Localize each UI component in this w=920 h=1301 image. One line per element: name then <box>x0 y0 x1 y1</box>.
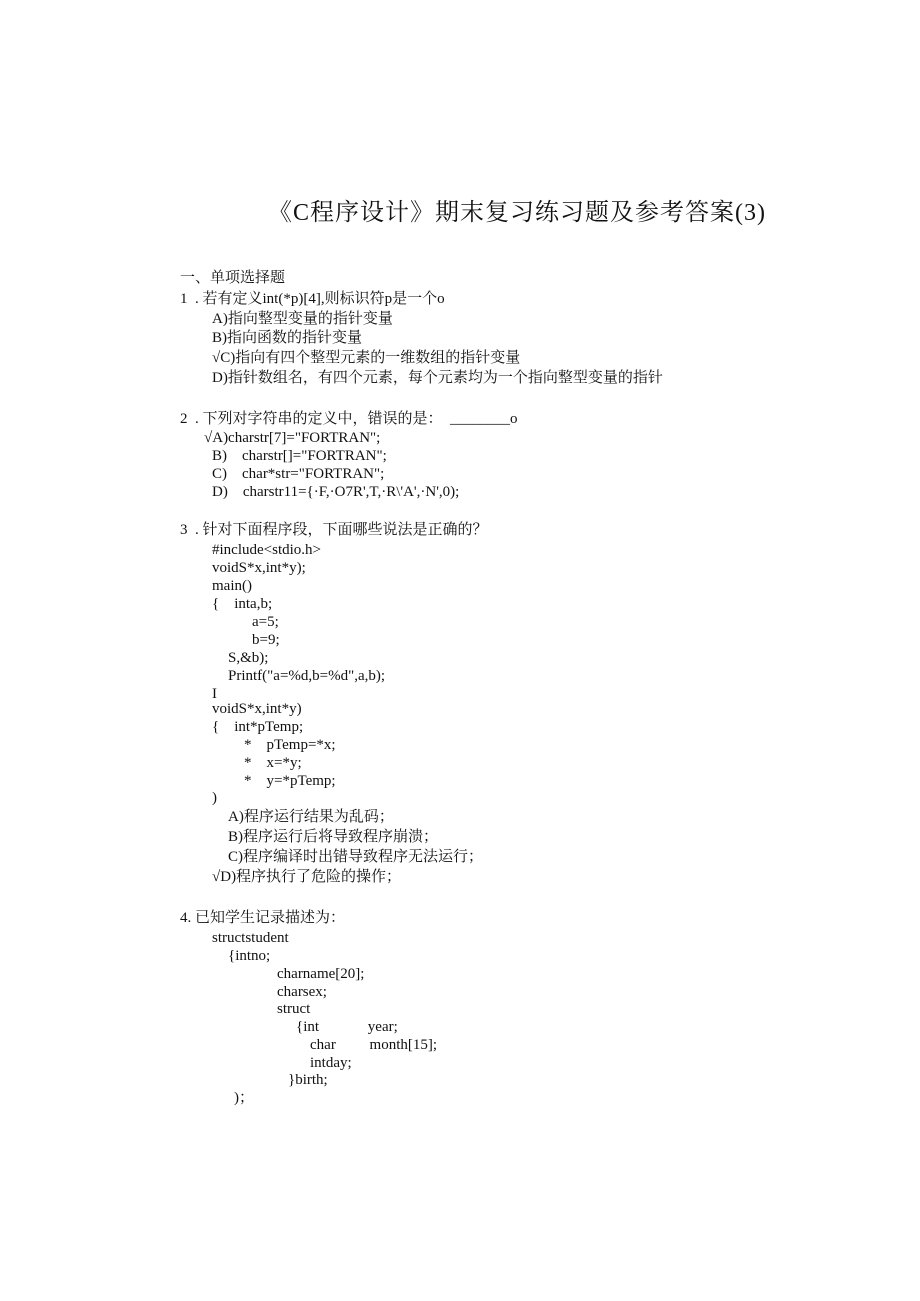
code-line: S,&b); <box>228 650 269 666</box>
code-line: main() <box>212 578 252 594</box>
code-line: #include<stdio.h> <box>212 542 321 558</box>
option-a: A)程序运行结果为乱码； <box>228 809 394 825</box>
option-d: D) charstr11={·F,·O7R',T,·R\'A',·N',0); <box>212 484 460 500</box>
code-line: structstudent <box>212 930 289 946</box>
code-line: {int year; <box>296 1019 398 1035</box>
question-stem: 3 . 针对下面程序段，下面哪些说法是正确的？ <box>180 522 488 538</box>
option-a: A)指向整型变量的指针变量 <box>212 311 393 327</box>
code-line: char month[15]; <box>310 1037 438 1053</box>
code-line: struct <box>277 1001 311 1017</box>
question-stem: 2 . 下列对字符串的定义中，错误的是： ________o <box>180 411 518 427</box>
code-line: charsex; <box>277 984 327 1000</box>
option-d: D)指针数组名，有四个元素，每个元素均为一个指向整型变量的指针 <box>212 370 663 386</box>
code-line: ) <box>212 790 217 806</box>
code-line: Printf("a=%d,b=%d",a,b); <box>228 668 386 684</box>
code-line: voidS*x,int*y); <box>212 560 306 576</box>
option-b: B)程序运行后将导致程序崩溃； <box>228 829 439 845</box>
code-line: a=5; <box>252 614 279 630</box>
option-b: B)指向函数的指针变量 <box>212 330 363 346</box>
code-line: { inta,b; <box>212 596 273 612</box>
code-line: intday; <box>310 1055 352 1071</box>
code-line: * pTemp=*x; <box>244 737 336 753</box>
document-title: 《C程序设计》期末复习练习题及参考答案(3) <box>268 200 766 226</box>
option-d-correct: √D)程序执行了危险的操作； <box>212 869 402 885</box>
code-line: I <box>212 686 217 702</box>
option-c: C) char*str="FORTRAN"; <box>212 466 385 482</box>
option-c: C)程序编译时出错导致程序无法运行； <box>228 849 484 865</box>
code-line: voidS*x,int*y) <box>212 701 302 717</box>
code-line: }birth; <box>288 1072 328 1088</box>
code-line: )； <box>234 1090 254 1106</box>
section-heading: 一、单项选择题 <box>180 268 286 286</box>
code-line: b=9; <box>252 632 280 648</box>
option-c-correct: √C)指向有四个整型元素的一维数组的指针变量 <box>212 350 521 366</box>
option-b: B) charstr[]="FORTRAN"; <box>212 448 387 464</box>
code-line: * x=*y; <box>244 755 302 771</box>
question-stem: 1 . 若有定义int(*p)[4],则标识符p是一个o <box>180 291 445 307</box>
code-line: { int*pTemp; <box>212 719 304 735</box>
code-line: charname[20]; <box>277 966 365 982</box>
option-a-correct: √A)charstr[7]="FORTRAN"; <box>204 430 381 446</box>
code-line: {intno; <box>228 948 271 964</box>
code-line: * y=*pTemp; <box>244 773 336 789</box>
question-stem: 4. 已知学生记录描述为： <box>180 910 346 926</box>
